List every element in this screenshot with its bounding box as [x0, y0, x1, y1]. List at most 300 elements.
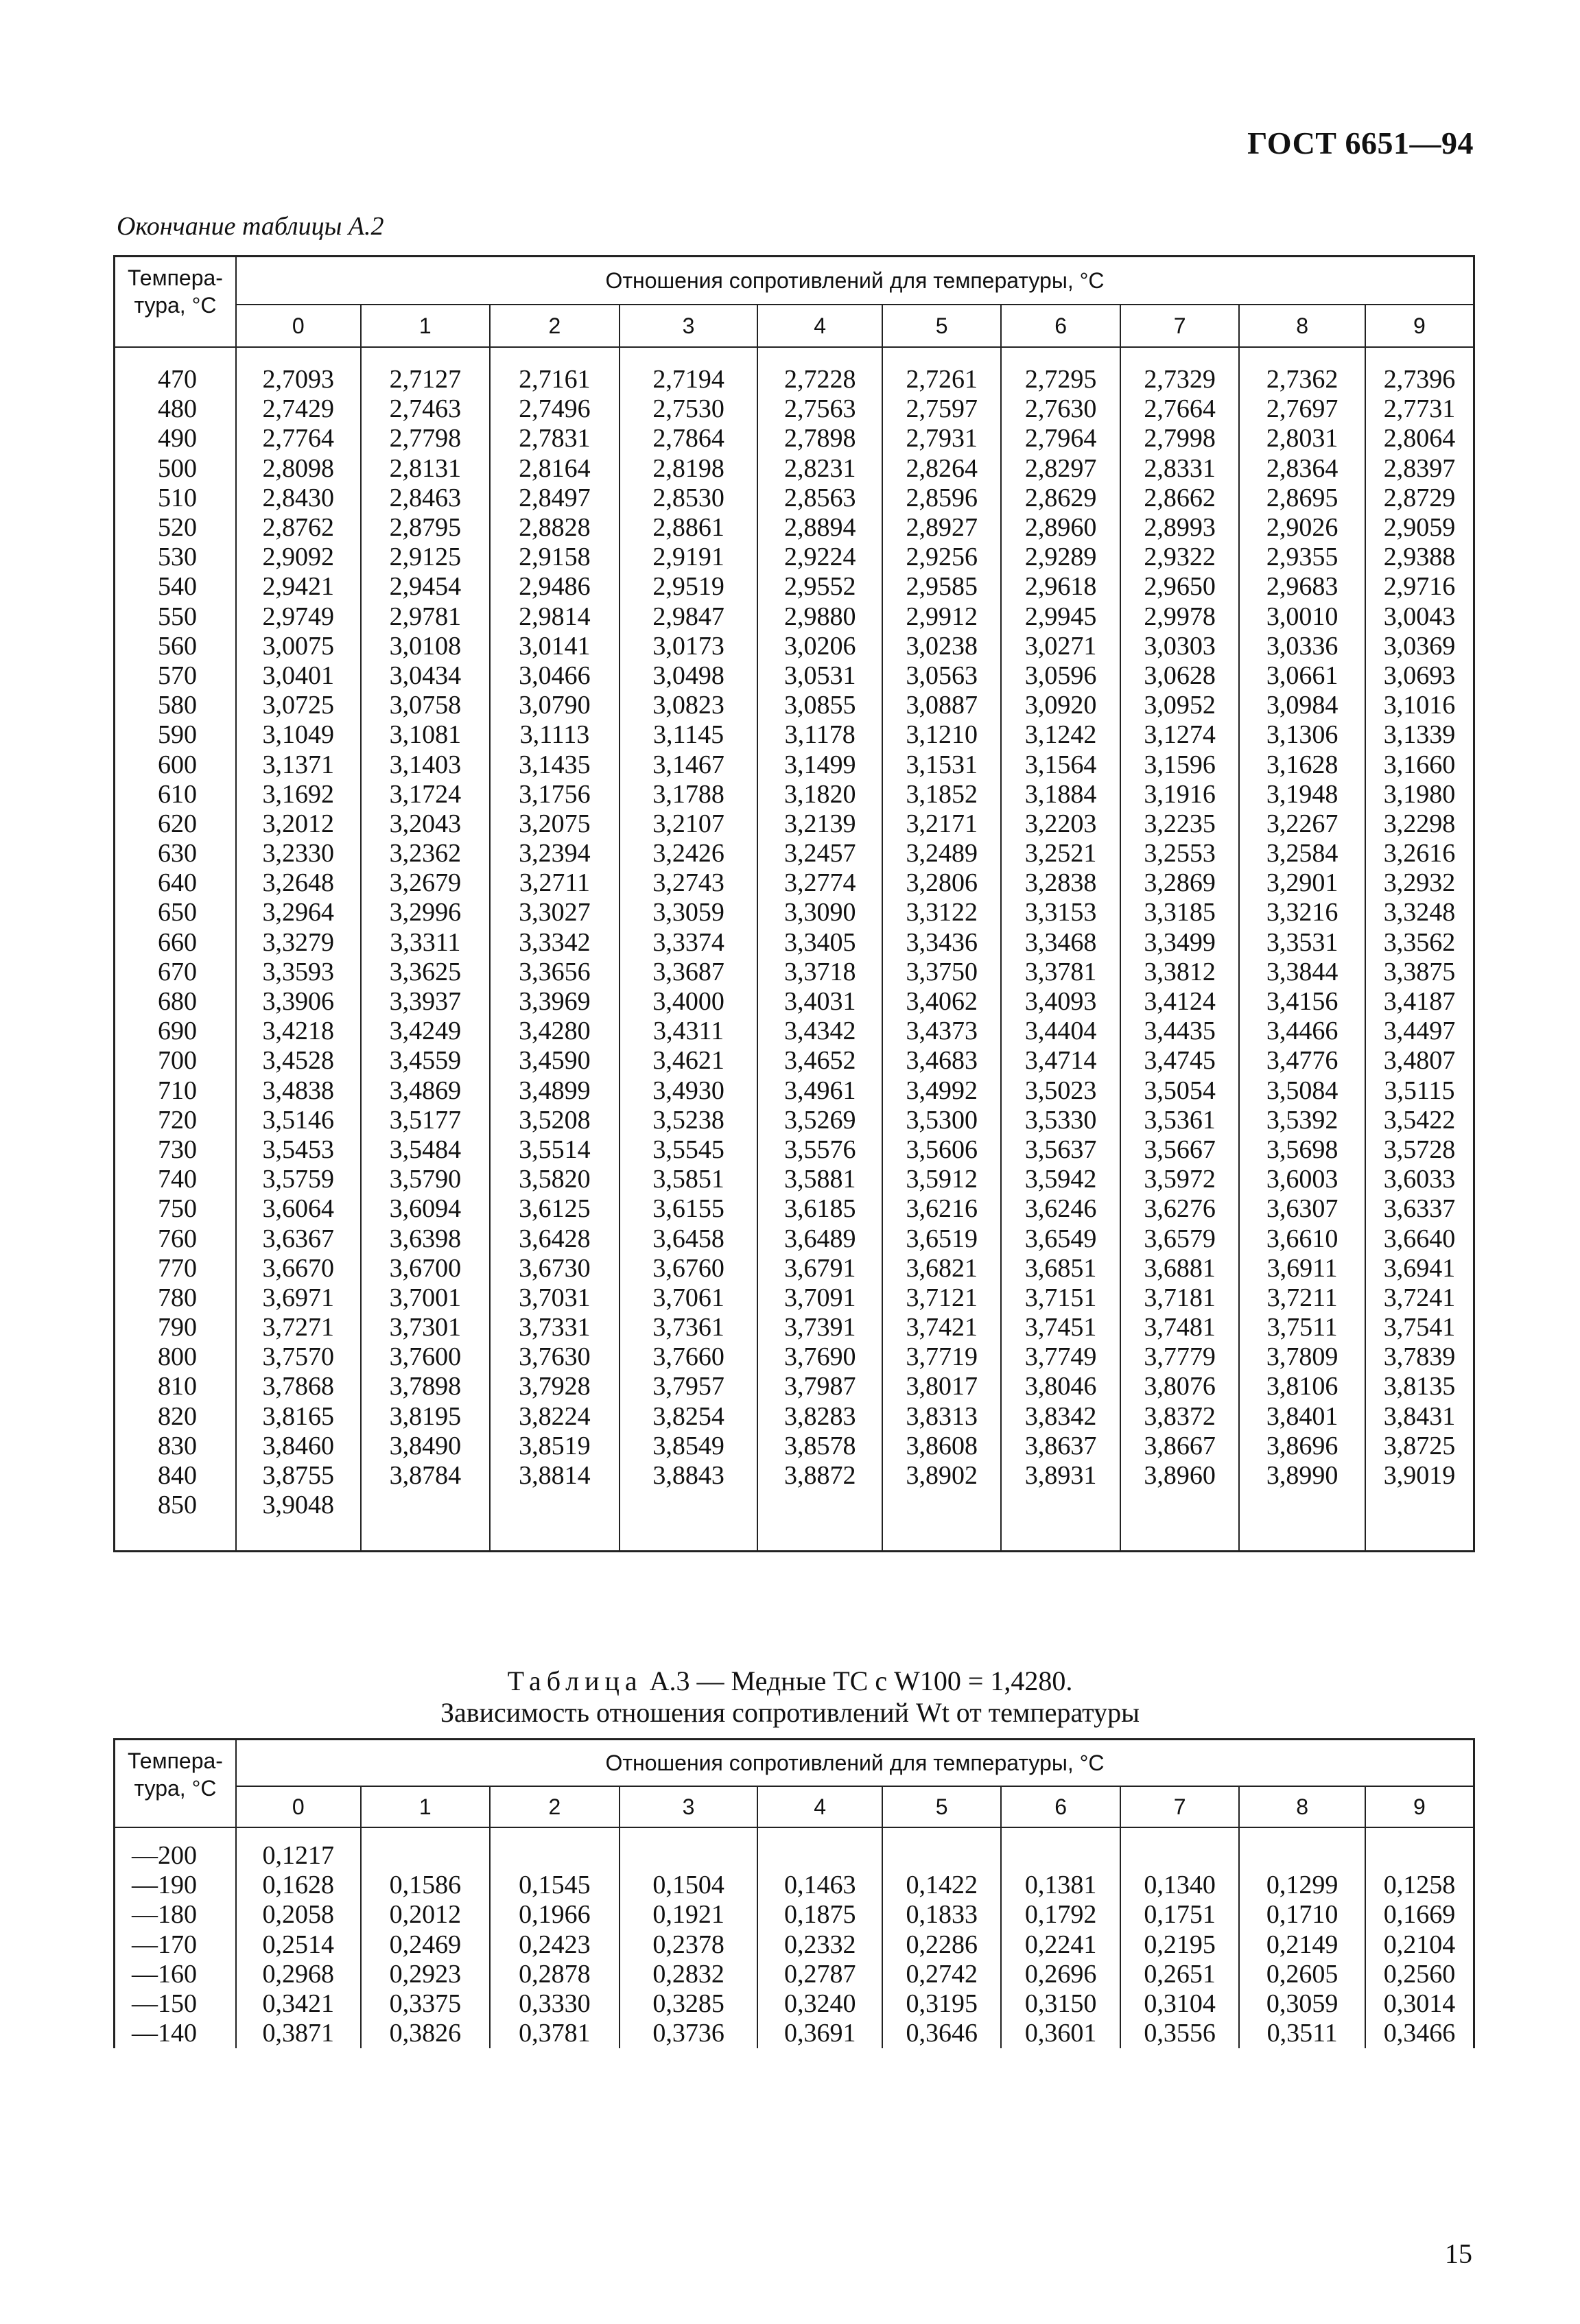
table-row — [115, 691, 1474, 720]
ratio-cell: 3,4280 — [490, 1017, 620, 1046]
ratio-cell: 3,0984 — [1239, 691, 1365, 720]
temperature-cell: 550 — [115, 602, 237, 631]
ratio-cell: 0,1628 — [236, 1871, 361, 1900]
ratio-cell: 3,7630 — [490, 1342, 620, 1372]
temperature-cell: 670 — [115, 957, 237, 986]
ratio-cell: 0,2742 — [882, 1959, 1001, 1989]
ratio-cell: 0,1710 — [1239, 1900, 1365, 1930]
ratio-cell: 3,0790 — [490, 691, 620, 720]
ratio-cell: 3,6610 — [1239, 1224, 1365, 1253]
table-row — [115, 394, 1474, 424]
ratio-cell: 3,4683 — [882, 1046, 1001, 1076]
spacer-cell — [1120, 1520, 1239, 1552]
ratio-cell: 2,7530 — [620, 394, 758, 424]
temperature-cell: 600 — [115, 750, 237, 779]
ratio-cell: 2,8131 — [361, 453, 491, 483]
ratio-cell: 3,7839 — [1383, 1342, 1456, 1372]
temperature-cell: 580 — [115, 691, 237, 720]
ratio-cell: 2,7295 — [1001, 365, 1120, 394]
ratio-cell: 3,7151 — [1001, 1283, 1120, 1312]
ratio-cell: 3,8342 — [1001, 1401, 1120, 1431]
ratio-cell: 3,0693 — [1383, 661, 1456, 690]
spacer-cell — [490, 347, 620, 365]
ratio-cell: 3,6367 — [236, 1224, 361, 1253]
ratio-cell: 3,3625 — [361, 957, 491, 986]
ratio-cell: 3,5698 — [1239, 1135, 1365, 1164]
table-row — [115, 1930, 1474, 1959]
table-row — [115, 1959, 1474, 1989]
ratio-cell: 2,8695 — [1239, 483, 1365, 512]
ratio-cell: 3,3468 — [1001, 927, 1120, 957]
spacer-cell — [882, 1827, 1001, 1841]
ratio-cell: 0,2514 — [236, 1930, 361, 1959]
ratio-cell: 3,6549 — [1001, 1224, 1120, 1253]
spacer-cell — [1120, 1827, 1239, 1841]
ratio-cell: 3,6730 — [490, 1253, 620, 1283]
ratio-cell: 3,1884 — [1001, 779, 1120, 809]
ratio-cell: 2,7563 — [757, 394, 882, 424]
temperature-cell: 610 — [115, 779, 237, 809]
ratio-cell: 0,3601 — [1001, 2019, 1120, 2048]
temperature-cell: 770 — [115, 1253, 237, 1283]
ratio-cell: 3,3844 — [1239, 957, 1365, 986]
ratio-cell: 3,0434 — [361, 661, 491, 690]
ratio-cell — [361, 1491, 491, 1520]
ratio-cell: 3,0043 — [1383, 602, 1456, 631]
ratio-cell: 2,9092 — [236, 543, 361, 572]
ratio-cell: 3,8313 — [882, 1401, 1001, 1431]
ratio-cell: 3,5392 — [1239, 1105, 1365, 1135]
temperature-cell: —140 — [115, 2019, 237, 2048]
ratio-cell: 3,4745 — [1120, 1046, 1239, 1076]
ratio-cell: 3,0466 — [490, 661, 620, 690]
ratio-cell: 2,8098 — [236, 453, 361, 483]
ratio-cell: 2,7127 — [361, 365, 491, 394]
ratio-cell: 3,1980 — [1383, 779, 1456, 809]
ratio-cell: 3,0141 — [490, 631, 620, 661]
spacer-cell — [236, 1520, 361, 1552]
temperature-cell: 510 — [115, 483, 237, 512]
ratio-cell: 0,3059 — [1239, 1989, 1365, 2018]
ratio-cell: 3,5208 — [490, 1105, 620, 1135]
spacer-cell — [115, 1827, 237, 1841]
spacer-cell — [236, 1827, 361, 1841]
ratio-cell: 3,3122 — [882, 898, 1001, 927]
ratio-cell: 2,8729 — [1383, 483, 1456, 512]
temperature-cell: —170 — [115, 1930, 237, 1959]
ratio-cell: 3,7361 — [620, 1313, 758, 1342]
ratio-group-header: Отношения сопротивлений для температуры, °С — [236, 1740, 1474, 1786]
table-row — [115, 1283, 1474, 1312]
ratio-cell: 3,4838 — [236, 1076, 361, 1105]
ratio-cell: 3,7331 — [490, 1313, 620, 1342]
ratio-cell: 3,1852 — [882, 779, 1001, 809]
ratio-cell: 3,5728 — [1383, 1135, 1456, 1164]
ratio-cell: 2,9847 — [620, 602, 758, 631]
ratio-cell: 3,1916 — [1120, 779, 1239, 809]
ratio-cell: 2,7093 — [236, 365, 361, 394]
ratio-cell: 3,7061 — [620, 1283, 758, 1312]
temperature-cell: 560 — [115, 631, 237, 661]
table-row — [115, 543, 1474, 572]
ratio-cell: 3,1339 — [1383, 720, 1456, 750]
table-row — [115, 1105, 1474, 1135]
ratio-cell: 3,8902 — [882, 1460, 1001, 1490]
ratio-cell: 0,3556 — [1120, 2019, 1239, 2048]
temperature-cell: 780 — [115, 1283, 237, 1312]
ratio-cell: 3,3027 — [490, 898, 620, 927]
ratio-cell: 3,7690 — [757, 1342, 882, 1372]
temperature-cell: 730 — [115, 1135, 237, 1164]
ratio-cell: 0,2605 — [1239, 1959, 1365, 1989]
ratio-cell: 2,8530 — [620, 483, 758, 512]
ratio-cell: 3,3531 — [1239, 927, 1365, 957]
ratio-cell: 3,1178 — [757, 720, 882, 750]
ratio-cell: 3,5269 — [757, 1105, 882, 1135]
ratio-cell: 3,6125 — [490, 1194, 620, 1224]
ratio-cell: 3,7391 — [757, 1313, 882, 1342]
ratio-cell: 3,8046 — [1001, 1372, 1120, 1401]
ratio-cell: 3,1660 — [1383, 750, 1456, 779]
ratio-cell: 3,1274 — [1120, 720, 1239, 750]
temperature-cell: —150 — [115, 1989, 237, 2018]
ratio-cell: 3,4714 — [1001, 1046, 1120, 1076]
ratio-cell: 2,7362 — [1239, 365, 1365, 394]
ratio-cell: 3,4156 — [1239, 986, 1365, 1016]
ratio-cell: 3,3216 — [1239, 898, 1365, 927]
ratio-cell: 3,0758 — [361, 691, 491, 720]
ratio-cell: 3,4218 — [236, 1017, 361, 1046]
ratio-cell: 3,1016 — [1383, 691, 1456, 720]
ratio-cell: 3,0952 — [1120, 691, 1239, 720]
ratio-cell: 0,1258 — [1383, 1871, 1456, 1900]
ratio-cell: 3,4124 — [1120, 986, 1239, 1016]
ratio-cell: 3,0628 — [1120, 661, 1239, 690]
ratio-cell: 3,0855 — [757, 691, 882, 720]
ratio-cell: 3,2394 — [490, 839, 620, 868]
ratio-cell: 2,8463 — [361, 483, 491, 512]
ratio-cell: 3,5300 — [882, 1105, 1001, 1135]
ratio-cell: 3,7121 — [882, 1283, 1001, 1312]
ratio-cell: 2,9552 — [757, 572, 882, 602]
spacer-cell — [115, 1520, 237, 1552]
ratio-cell: 3,8460 — [236, 1431, 361, 1460]
ratio-cell: 3,6033 — [1383, 1165, 1456, 1194]
ratio-cell: 0,3736 — [620, 2019, 758, 2048]
spacer-cell — [620, 1827, 758, 1841]
temperature-header-line1: Темпера- — [128, 265, 223, 290]
ratio-cell: 2,7898 — [757, 424, 882, 453]
ratio-cell: 3,8490 — [361, 1431, 491, 1460]
table-row — [115, 512, 1474, 542]
ratio-cell: 3,7660 — [620, 1342, 758, 1372]
ratio-cell: 3,6155 — [620, 1194, 758, 1224]
spacer-cell — [490, 1827, 620, 1841]
ratio-cell: 2,9256 — [882, 543, 1001, 572]
ratio-cell: 2,7697 — [1239, 394, 1365, 424]
ratio-cell: 3,0271 — [1001, 631, 1120, 661]
ratio-cell: 3,7868 — [236, 1372, 361, 1401]
ratio-cell: 2,7664 — [1120, 394, 1239, 424]
temperature-cell: —200 — [115, 1841, 237, 1871]
ratio-cell: 2,8596 — [882, 483, 1001, 512]
ratio-cell: 3,7898 — [361, 1372, 491, 1401]
ratio-cell: 2,8264 — [882, 453, 1001, 483]
ratio-cell: 2,9454 — [361, 572, 491, 602]
ratio-cell: 0,2968 — [236, 1959, 361, 1989]
ratio-cell: 3,4342 — [757, 1017, 882, 1046]
ratio-cell: 3,1081 — [361, 720, 491, 750]
table-row — [115, 720, 1474, 750]
ratio-cell: 0,3330 — [490, 1989, 620, 2018]
table-row — [115, 1253, 1474, 1283]
ratio-cell: 0,1504 — [620, 1871, 758, 1900]
ratio-cell: 3,8931 — [1001, 1460, 1120, 1490]
ratio-cell: 2,9978 — [1120, 602, 1239, 631]
ratio-cell: 2,7228 — [757, 365, 882, 394]
ratio-cell: 0,3240 — [757, 1989, 882, 2018]
table-row — [115, 1313, 1474, 1342]
ratio-cell: 3,7719 — [882, 1342, 1001, 1372]
ratio-cell: 2,9814 — [490, 602, 620, 631]
temperature-header-line2: тура, °С — [134, 1776, 217, 1801]
ratio-cell: 3,5238 — [620, 1105, 758, 1135]
ratio-cell: 2,8894 — [757, 512, 882, 542]
ratio-cell: 3,7481 — [1120, 1313, 1239, 1342]
ratio-cell — [1365, 1841, 1474, 1871]
ratio-cell: 3,5606 — [882, 1135, 1001, 1164]
ratio-cell: 2,8064 — [1383, 424, 1456, 453]
table-row — [115, 750, 1474, 779]
ratio-cell: 3,8667 — [1120, 1431, 1239, 1460]
spacer-cell — [361, 1520, 491, 1552]
ratio-cell: 3,4311 — [620, 1017, 758, 1046]
ratio-cell: 3,2171 — [882, 809, 1001, 838]
ratio-cell: 3,1531 — [882, 750, 1001, 779]
table-row — [115, 986, 1474, 1016]
ratio-cell: 3,4466 — [1239, 1017, 1365, 1046]
ratio-cell: 3,5851 — [620, 1165, 758, 1194]
ratio-cell: 2,9585 — [882, 572, 1001, 602]
table-row — [115, 898, 1474, 927]
ratio-cell: 3,4093 — [1001, 986, 1120, 1016]
table-row — [115, 1224, 1474, 1253]
ratio-cell: 2,7998 — [1120, 424, 1239, 453]
ratio-cell: 3,6185 — [757, 1194, 882, 1224]
ratio-cell: 3,6791 — [757, 1253, 882, 1283]
ratio-cell: 3,2869 — [1120, 868, 1239, 898]
ratio-cell: 3,3750 — [882, 957, 1001, 986]
ratio-cell: 0,2469 — [361, 1930, 491, 1959]
ratio-cell: 3,6821 — [882, 1253, 1001, 1283]
table-row — [115, 572, 1474, 602]
column-header: 9 — [1365, 305, 1474, 347]
table-row — [115, 1871, 1474, 1900]
ratio-cell: 0,1875 — [757, 1900, 882, 1930]
ratio-cell: 3,0075 — [236, 631, 361, 661]
ratio-cell: 2,9224 — [757, 543, 882, 572]
ratio-cell: 3,0498 — [620, 661, 758, 690]
ratio-cell: 2,7597 — [882, 394, 1001, 424]
spacer-row — [115, 1827, 1474, 1841]
column-header: 2 — [490, 1786, 620, 1827]
ratio-cell: 3,6911 — [1239, 1253, 1365, 1283]
ratio-cell: 3,1242 — [1001, 720, 1120, 750]
ratio-cell: 3,4404 — [1001, 1017, 1120, 1046]
table-row — [115, 1342, 1474, 1372]
ratio-cell: 3,0173 — [620, 631, 758, 661]
ratio-cell: 3,1724 — [361, 779, 491, 809]
ratio-cell: 3,7031 — [490, 1283, 620, 1312]
temperature-cell: 680 — [115, 986, 237, 1016]
ratio-cell: 3,7987 — [757, 1372, 882, 1401]
temperature-header — [115, 257, 237, 347]
column-header: 8 — [1239, 305, 1365, 347]
ratio-cell: 3,8843 — [620, 1460, 758, 1490]
table-row — [115, 1841, 1474, 1871]
standard-header: ГОСТ 6651—94 — [1247, 126, 1474, 161]
ratio-cell: 3,6519 — [882, 1224, 1001, 1253]
ratio-cell: 3,6216 — [882, 1194, 1001, 1224]
ratio-cell: 2,7329 — [1120, 365, 1239, 394]
table-a3 — [113, 1738, 1475, 2048]
table-row — [115, 779, 1474, 809]
ratio-cell: 3,5084 — [1239, 1076, 1365, 1105]
ratio-cell: 2,9486 — [490, 572, 620, 602]
ratio-cell: 3,3436 — [882, 927, 1001, 957]
ratio-cell: 3,6700 — [361, 1253, 491, 1283]
ratio-cell: 3,5115 — [1384, 1076, 1455, 1105]
ratio-cell: 2,9618 — [1001, 572, 1120, 602]
ratio-cell: 3,7779 — [1120, 1342, 1239, 1372]
ratio-cell: 0,1381 — [1001, 1871, 1120, 1900]
ratio-cell: 3,4961 — [757, 1076, 882, 1105]
ratio-cell: 3,8283 — [757, 1401, 882, 1431]
ratio-cell: 3,6851 — [1001, 1253, 1120, 1283]
ratio-cell: 3,7600 — [361, 1342, 491, 1372]
ratio-cell: 2,7194 — [620, 365, 758, 394]
ratio-cell: 3,4807 — [1383, 1046, 1456, 1076]
ratio-cell — [620, 1841, 758, 1871]
ratio-cell: 3,0563 — [882, 661, 1001, 690]
ratio-cell: 3,8637 — [1001, 1431, 1120, 1460]
ratio-cell: 3,0336 — [1239, 631, 1365, 661]
column-header: 1 — [361, 305, 491, 347]
ratio-cell: 0,2423 — [490, 1930, 620, 1959]
ratio-cell: 3,2107 — [620, 809, 758, 838]
ratio-cell: 3,1756 — [490, 779, 620, 809]
ratio-cell: 3,1596 — [1120, 750, 1239, 779]
ratio-cell: 3,3718 — [757, 957, 882, 986]
ratio-cell: 3,4869 — [361, 1076, 491, 1105]
ratio-cell: 3,3499 — [1120, 927, 1239, 957]
ratio-cell: 2,9125 — [361, 543, 491, 572]
ratio-cell: 3,7271 — [236, 1313, 361, 1342]
ratio-cell: 3,5667 — [1120, 1135, 1239, 1164]
ratio-cell: 3,6307 — [1239, 1194, 1365, 1224]
ratio-cell: 3,3090 — [757, 898, 882, 927]
ratio-cell: 3,3656 — [490, 957, 620, 986]
ratio-cell: 3,1499 — [757, 750, 882, 779]
ratio-cell: 3,5637 — [1001, 1135, 1120, 1164]
ratio-cell — [490, 1841, 620, 1871]
ratio-cell: 3,4899 — [490, 1076, 620, 1105]
ratio-cell: 3,4031 — [757, 986, 882, 1016]
spacer-cell — [361, 1827, 491, 1841]
table-row — [115, 1076, 1474, 1105]
ratio-cell: 0,1422 — [882, 1871, 1001, 1900]
ratio-cell: 3,2075 — [490, 809, 620, 838]
ratio-cell: 0,1217 — [236, 1841, 361, 1871]
ratio-cell: 3,6941 — [1383, 1253, 1456, 1283]
ratio-cell: 3,4249 — [361, 1017, 491, 1046]
ratio-cell: 2,9289 — [1001, 543, 1120, 572]
table-a3-caption-line1 — [0, 1665, 1580, 1697]
ratio-cell: 2,9158 — [490, 543, 620, 572]
ratio-cell: 2,8031 — [1239, 424, 1365, 453]
ratio-cell: 3,0661 — [1239, 661, 1365, 690]
ratio-cell: 3,5514 — [490, 1135, 620, 1164]
ratio-cell: 2,8762 — [236, 512, 361, 542]
ratio-cell: 3,3311 — [361, 927, 491, 957]
temperature-cell: —190 — [115, 1871, 237, 1900]
ratio-cell: 0,3104 — [1120, 1989, 1239, 2018]
temperature-cell: 790 — [115, 1313, 237, 1342]
ratio-cell: 3,5790 — [361, 1165, 491, 1194]
ratio-cell: 3,1435 — [490, 750, 620, 779]
temperature-cell: 490 — [115, 424, 237, 453]
ratio-cell: 2,9059 — [1383, 513, 1456, 543]
ratio-cell: 2,8795 — [361, 512, 491, 542]
ratio-cell: 2,9191 — [620, 543, 758, 572]
temperature-cell: 660 — [115, 927, 237, 957]
ratio-cell: 3,3185 — [1120, 898, 1239, 927]
spacer-cell — [757, 347, 882, 365]
ratio-cell: 3,7809 — [1239, 1342, 1365, 1372]
ratio-cell: 3,8165 — [236, 1401, 361, 1431]
temperature-cell: 700 — [115, 1046, 237, 1076]
spacer-cell — [1239, 1827, 1365, 1841]
temperature-cell: —160 — [115, 1959, 237, 1989]
table-a3-caption-line2: Зависимость отношения сопротивлений Wt от температуры — [440, 1697, 1140, 1728]
ratio-cell: 3,8755 — [236, 1460, 361, 1490]
spacer-cell — [1365, 1827, 1474, 1841]
ratio-cell: 3,3906 — [236, 986, 361, 1016]
spacer-cell — [620, 347, 758, 365]
ratio-cell: 0,2332 — [757, 1930, 882, 1959]
temperature-cell: 630 — [115, 839, 237, 868]
ratio-cell: 2,9026 — [1239, 512, 1365, 542]
ratio-cell — [1239, 1841, 1365, 1871]
table-row — [115, 1431, 1474, 1460]
temperature-cell: 500 — [115, 453, 237, 483]
ratio-cell: 0,1340 — [1120, 1871, 1239, 1900]
ratio-cell: 2,7864 — [620, 424, 758, 453]
ratio-cell: 3,1403 — [361, 750, 491, 779]
ratio-cell: 3,6670 — [236, 1253, 361, 1283]
ratio-cell: 3,0596 — [1001, 661, 1120, 690]
temperature-cell: 750 — [115, 1194, 237, 1224]
ratio-cell: 3,3059 — [620, 898, 758, 927]
ratio-cell: 2,7261 — [882, 365, 1001, 394]
ratio-cell: 3,2616 — [1383, 839, 1456, 868]
spacer-cell — [757, 1827, 882, 1841]
ratio-cell: 3,0303 — [1120, 631, 1239, 661]
ratio-cell: 3,2584 — [1239, 839, 1365, 868]
ratio-cell: 0,2058 — [236, 1900, 361, 1930]
ratio-cell: 3,6579 — [1120, 1224, 1239, 1253]
column-header: 2 — [490, 305, 620, 347]
